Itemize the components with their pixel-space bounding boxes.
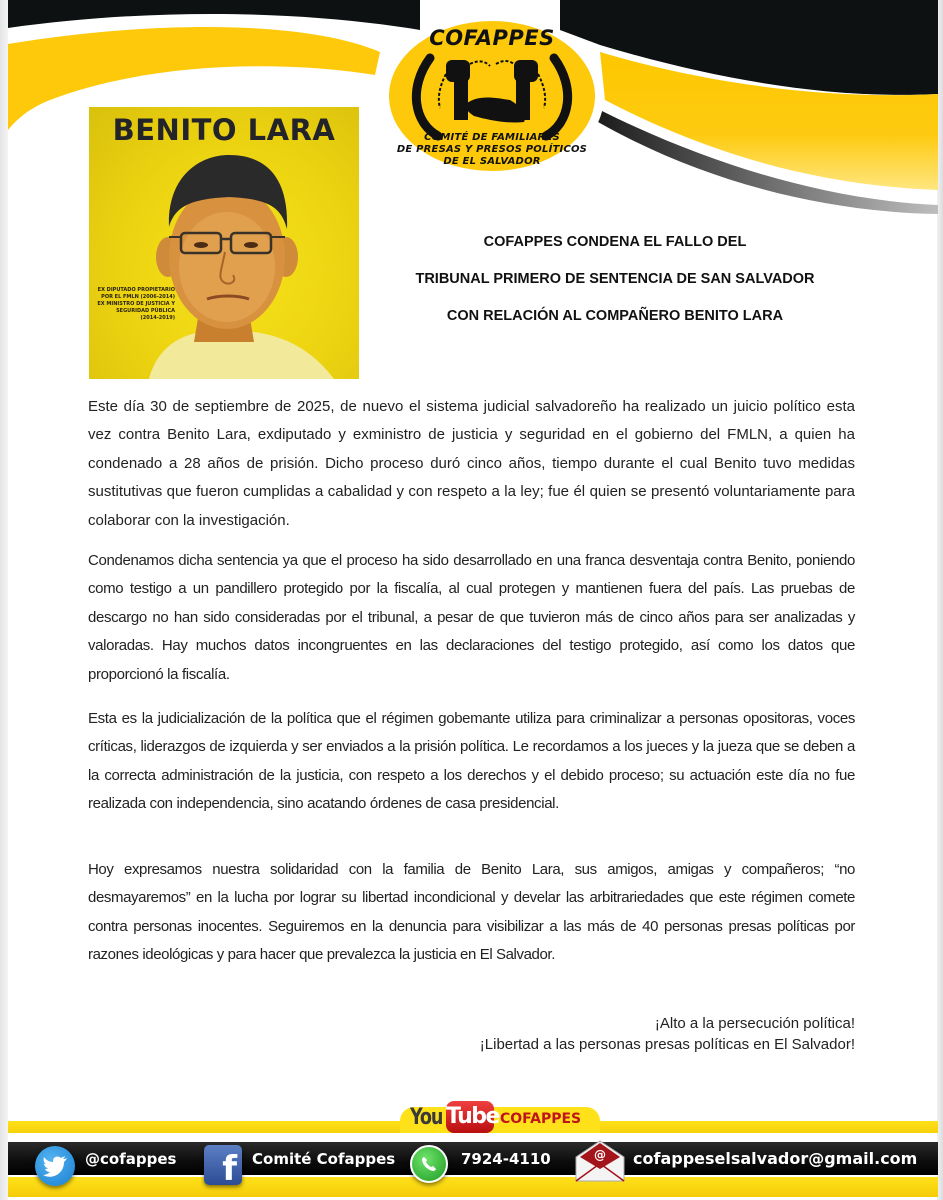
svg-text:@: @	[594, 1148, 606, 1162]
footer-yellow-stripe-bottom	[8, 1177, 938, 1197]
youtube-logo-icon: Tube	[446, 1101, 494, 1133]
youtube-channel-name: COFAPPES	[500, 1111, 582, 1127]
body-paragraph-2: Condenamos dicha sentencia ya que el proceso ha sido desarrollado en una franca desventaja contra Benito, poniendo como testigo a un pandillero protegido por la fiscalía, al cual protegen y mantienen fuera del país. Las pruebas de descargo no han sido consideradas por el tribunal, a pesar de que tuvieron más de cinco años para ser analizadas y valoradas. Hay muchos datos incongruentes en las declaraciones del testigo protegido, así como los datos que proporcionó la fiscalía.	[88, 552, 855, 683]
logo-subtitle-line-2: DE PRESAS Y PRESOS POLÍTICOS	[396, 144, 588, 155]
contact-footer	[0, 1085, 943, 1200]
facebook-page-link[interactable]	[252, 1142, 395, 1175]
youtube-logo-you: You	[410, 1105, 443, 1130]
body-paragraph-1: Este día 30 de septiembre de 2025, de nuevo el sistema judicial salvadoreño ha realizado un juicio político esta vez contra Benito Lara, exdiputado y exministro de justicia y seguridad en el gobierno del FMLN, a quien ha condenado a 28 años de prisión. Dicho proceso duró cinco años, tiempo durante el cual Benito tuvo medidas sustitutivas que fueron cumplidas a cabalidad y con respeto a la ley; fue él quien se presentó voluntariamente para colaborar con la investigación.	[88, 398, 855, 529]
twitter-handle-link[interactable]	[85, 1142, 176, 1175]
portrait-name: BENITO LARA	[112, 113, 336, 147]
portrait-illustration-icon	[89, 107, 359, 379]
logo-title: COFAPPES	[429, 26, 555, 50]
facebook-f-icon[interactable]: f	[204, 1145, 242, 1185]
whatsapp-number-link[interactable]	[461, 1142, 551, 1175]
caption-line: POR EL FMLN (2006-2014)	[101, 294, 175, 300]
caption-line: SEGURIDAD PÚBLICA	[116, 308, 175, 314]
headline-line-3: CON RELACIÓN AL COMPAÑERO BENITO LARA	[446, 308, 784, 324]
logo-subtitle-line-1: COMITÉ DE FAMILIARES	[424, 132, 560, 143]
caption-line: EX MINISTRO DE JUSTICIA Y	[97, 301, 175, 307]
cofappes-logo	[378, 8, 606, 180]
facebook-page-name: Comité Cofappes	[252, 1149, 396, 1168]
statement-headline	[365, 230, 865, 341]
headline-line-1: COFAPPES CONDENA EL FALLO DEL	[483, 234, 747, 250]
email-address-link[interactable]	[633, 1142, 917, 1175]
caption-line: (2014-2019)	[140, 315, 175, 321]
email-address: cofappeselsalvador@gmail.com	[633, 1149, 918, 1168]
logo-subtitle-line-3: DE EL SALVADOR	[443, 156, 541, 167]
envelope-at-icon[interactable]	[574, 1137, 626, 1185]
twitter-bird-icon[interactable]	[35, 1146, 75, 1186]
benito-lara-portrait	[89, 107, 359, 379]
closing-slogan-2: ¡Libertad a las personas presas políticas en El Salvador!	[479, 1036, 855, 1053]
twitter-handle: @cofappes	[85, 1149, 177, 1168]
closing-slogan-1: ¡Alto a la persecución política!	[654, 1015, 855, 1032]
portrait-caption	[91, 287, 175, 322]
body-paragraph-4: Hoy expresamos nuestra solidaridad con la familia de Benito Lara, sus amigos, amigas y compañeros; “no desmayaremos” en la lucha por lograr su libertad incondicional y develar las arbitrariedades que este régimen comete contra personas inocentes. Seguiremos en la denuncia para visibilizar a las más de 40 personas presas políticas por razones ideológicas y para hacer que prevalezca la justicia en El Salvador.	[88, 861, 855, 964]
headline-line-2: TRIBUNAL PRIMERO DE SENTENCIA DE SAN SALVADOR	[415, 271, 815, 287]
caption-line: EX DIPUTADO PROPIETARIO	[97, 287, 175, 293]
whatsapp-phone-icon[interactable]	[410, 1145, 448, 1183]
body-paragraph-3: Esta es la judicialización de la política que el régimen gobemante utiliza para criminalizar a personas opositoras, voces críticas, liderazgos de izquierda y ser enviados a la prisión política. Le recordamos a los jueces y la jueza que se deben a la correcta administración de la justicia, con respeto a los derechos y el debido proceso; su actuación este día no fue realizada con independencia, sino acatando órdenes de casa presidencial.	[88, 710, 855, 813]
whatsapp-number: 7924-4110	[461, 1149, 551, 1168]
